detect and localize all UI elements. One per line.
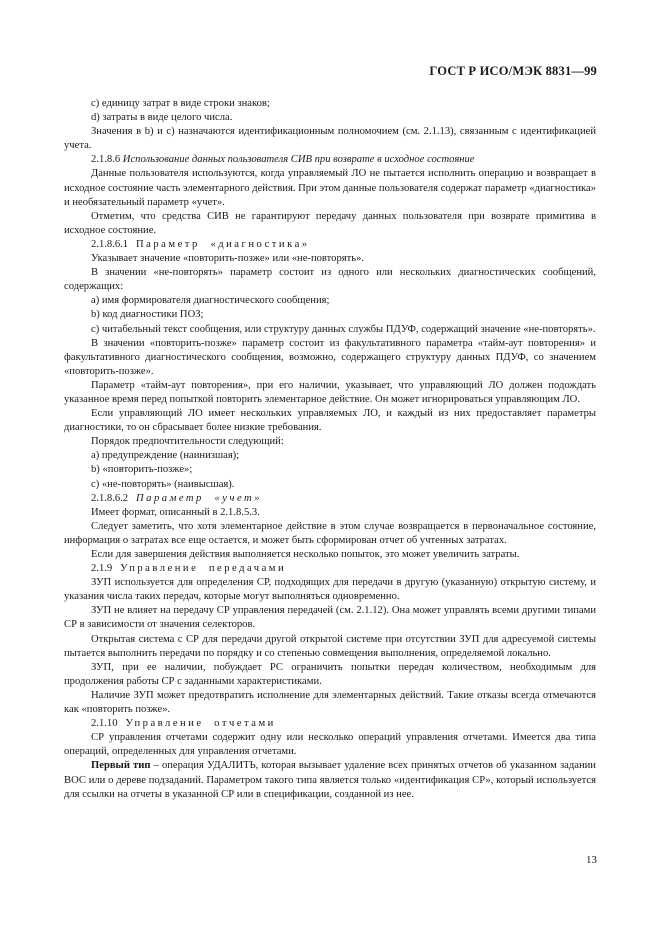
paragraph: СР управления отчетами содержит одну или несколько операций управления отчетами. Имеется два типа операций, определенных для управления отчетами. — [64, 732, 596, 758]
list-item: d) затраты в виде целого числа. — [91, 112, 233, 124]
list-item: a) имя формирователя диагностического сообщения; — [91, 295, 330, 307]
paragraph: Имеет формат, описанный в 2.1.8.5.3. — [91, 506, 260, 518]
section-heading — [64, 238, 596, 252]
section-number: 2.1.8.6 — [91, 154, 121, 166]
paragraph: Наличие ЗУП может предотвратить исполнение для элементарных действий. Такие отказы всегда отмечаются как «повторить позже». — [64, 689, 596, 716]
section-title: Управление — [125, 718, 204, 730]
paragraph: Если для завершения действия выполняется несколько попыток, это может увеличить затраты. — [91, 549, 520, 560]
paragraph: Отметим, что средства СИВ не гарантируют передачу данных пользователя при возврате примитива в исходное состояние. — [64, 210, 596, 236]
document-header: ГОСТ Р ИСО/МЭК 8831—99 — [429, 64, 597, 78]
section-title: Использование данных пользователя СИВ при возврате в исходное состояние — [122, 154, 475, 166]
section-title: Параметр — [136, 238, 200, 250]
paragraph: ЗУП, при ее наличии, побуждает РС ограничить попытки передач количеством, необходимым для продолжения работы СР с заданными характеристиками. — [64, 661, 596, 687]
paragraph: ЗУП используется для определения СР, подходящих для передачи в другую (указанную) открытую систему, и указания числа таких передач, которые могут выполняться одновременно. — [64, 577, 596, 603]
paragraph: Указывает значение «повторить-позже» или «не-повторять». — [91, 253, 365, 265]
section-title: отчетами — [214, 718, 276, 730]
paragraph: Открытая система с СР для передачи другой открытой системе при отсутствии ЗУП для адресуемой системы пытается выполнить передачи по порядку и со степенью совмещения выполнения, определяемой локально. — [64, 633, 596, 659]
paragraph: Параметр «тайм-аут повторения», при его наличии, указывает, что управляющий ЛО должен подождать указанное время перед попыткой повторить элементарное действие. Он может игнорироваться управляющим ЛО. — [64, 379, 596, 405]
section-number: 2.1.8.6.2 — [91, 492, 129, 504]
list-item: c) «не-повторять» (наивысшая). — [91, 478, 235, 490]
list-item: a) предупреждение (наинизшая); — [91, 450, 240, 462]
section-title: «учет» — [214, 492, 262, 504]
section-title: Параметр — [136, 492, 204, 504]
document-body — [64, 97, 596, 802]
paragraph: ЗУП не влияет на передачу СР управления передачей (см. 2.1.12). Она может управлять всеми другими типами СР в зависимости от значения селекторов. — [64, 605, 596, 631]
section-title: передачами — [208, 563, 287, 575]
section-heading — [64, 717, 596, 731]
paragraph: Значения в b) и c) назначаются идентификационным полномочием (см. 2.1.13), связанным с идентификацией учета. — [64, 126, 596, 152]
paragraph: Если управляющий ЛО имеет нескольких управляемых ЛО, и каждый из них предоставляет параметры диагностики, то он сбрасывает более низкие требования. — [64, 408, 596, 434]
paragraph: Следует заметить, что хотя элементарное действие в этом случае возвращается в первоначальное состояние, информация о затратах все еще остается, и может быть сформирован отчет об учтенных затратах. — [64, 520, 596, 546]
section-heading — [64, 153, 596, 167]
section-heading — [64, 562, 596, 576]
list-item: c) читабельный текст сообщения, или структуру данных службы ПДУФ, содержащий значение «не-повторять». — [91, 323, 596, 335]
section-heading — [64, 492, 596, 506]
list-item: c) единицу затрат в виде строки знаков; — [91, 98, 270, 109]
paragraph — [64, 759, 596, 801]
page-number: 13 — [586, 854, 597, 866]
section-title: «диагностика» — [210, 238, 310, 250]
section-number: 2.1.10 — [91, 718, 118, 730]
section-title: Управление — [120, 563, 199, 575]
list-item: b) «повторить-позже»; — [91, 464, 193, 476]
term-first-type: Первый тип — [91, 760, 151, 772]
paragraph: Данные пользователя используются, когда управляемый ЛО не пытается исполнить операцию и возвращает в исходное состояние часть элементарного действия. При этом данные пользователя содержат параметр «диагностика» и необязательный параметр «учет». — [64, 168, 596, 208]
paragraph: В значении «повторить-позже» параметр состоит из факультативного параметра «тайм-аут повторения» и факультативного диагностического сообщения, возможно, содержащего структуру данных ПДУФ, со значением «повторить-позже». — [64, 337, 596, 377]
paragraph: Порядок предпочтительности следующий: — [91, 436, 284, 448]
section-number: 2.1.8.6.1 — [91, 238, 129, 250]
section-number: 2.1.9 — [91, 563, 113, 575]
paragraph-text: – операция УДАЛИТЬ, которая вызывает удаление всех принятых отчетов об указанном задании ВОС или о дереве подзаданий. Параметром такого типа является только «идентификация СР», который используется для ссылки на отчеты в указанной СР или в спецификации, созданной из нее. — [64, 760, 596, 800]
paragraph: В значении «не-повторять» параметр состоит из одного или нескольких диагностических сообщений, содержащих: — [64, 267, 596, 293]
list-item: b) код диагностики ПОЗ; — [91, 309, 204, 321]
